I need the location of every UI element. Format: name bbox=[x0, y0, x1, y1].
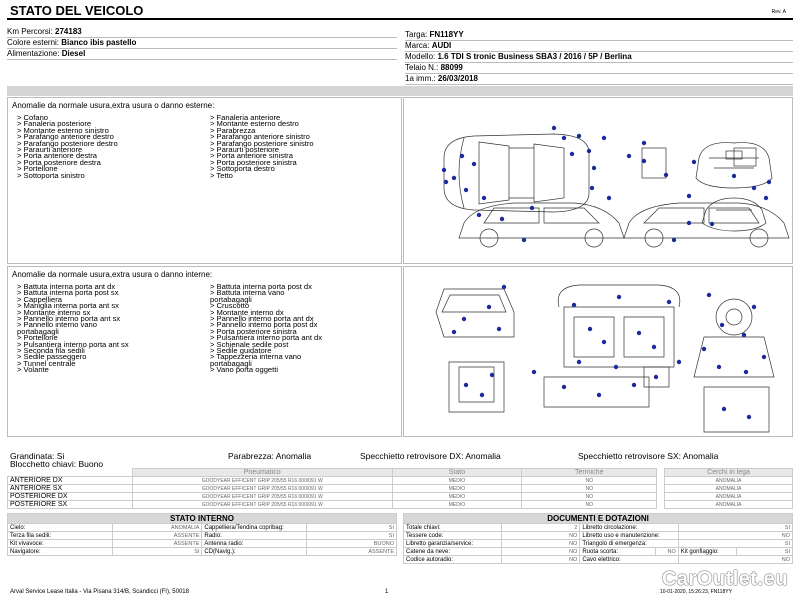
tyre-row bbox=[8, 501, 793, 509]
tyre-rims: ANOMALIA bbox=[665, 493, 793, 501]
external-list-right bbox=[210, 115, 314, 179]
field-value: NO bbox=[501, 532, 580, 540]
field-label: Kit gonfiaggio: bbox=[678, 548, 737, 556]
tyre-winter: NO bbox=[522, 501, 657, 509]
damage-list-item: > Pannello interno vano bbox=[17, 320, 98, 330]
state-header: Stato bbox=[392, 469, 522, 477]
tyre-rims: ANOMALIA bbox=[665, 501, 793, 509]
color-value: Bianco ibis pastello bbox=[61, 38, 137, 47]
tyre-row bbox=[8, 485, 793, 493]
key-lock-status: Blocchetto chiavi: Buono bbox=[10, 459, 104, 469]
field-label: CD(Navig.): bbox=[202, 548, 307, 556]
damage-list-item: > Porta posteriore sinistra bbox=[210, 326, 297, 336]
tyre-position: ANTERIORE SX bbox=[8, 485, 133, 493]
model-row: Modello: 1.6 TDI S tronic Business SBA3 / 2016 / 5P / Berlina bbox=[405, 52, 793, 63]
document-row bbox=[404, 540, 793, 548]
document-row bbox=[404, 532, 793, 540]
damage-list-item: > Sedile passeggero bbox=[17, 352, 87, 362]
field-value: BUONO bbox=[307, 540, 397, 548]
footer-company: Arval Service Lease Italia - Via Pisana 314/B, Scandicci (FI), 50018 bbox=[10, 589, 189, 595]
section-separator bbox=[7, 86, 793, 96]
field-label: Tessere code: bbox=[404, 532, 502, 540]
tyre-state: MEDIO bbox=[392, 485, 522, 493]
tyres-table bbox=[7, 468, 793, 509]
damage-list-item: > Pannello interno porta ant sx bbox=[17, 313, 121, 323]
damage-list-item: > Porta posteriore destra bbox=[17, 157, 101, 167]
field-value: SI bbox=[678, 524, 792, 532]
damage-list-item: > Maniglia interna porta ant sx bbox=[17, 301, 119, 311]
mirror-sx-status: Specchietto retrovisore SX: Anomalia bbox=[578, 451, 719, 461]
field-label: Catene da neve: bbox=[404, 548, 502, 556]
interior-state-row bbox=[8, 532, 397, 540]
internal-diagram-panel bbox=[403, 266, 793, 437]
damage-markers bbox=[442, 126, 771, 242]
brand-value: AUDI bbox=[431, 41, 452, 50]
damage-list-item: > Montante interno dx bbox=[210, 307, 284, 317]
brand-row: Marca: AUDI bbox=[405, 41, 793, 52]
damage-list-item: > Porta anteriore destra bbox=[17, 151, 97, 161]
tyre-position: POSTERIORE SX bbox=[8, 501, 133, 509]
document-row bbox=[404, 548, 793, 556]
tyre-state: MEDIO bbox=[392, 501, 522, 509]
damage-list-item: > Battuta interna porta post dx bbox=[210, 282, 312, 291]
field-label: Ruota scorta: bbox=[580, 548, 655, 556]
damage-list-item: > Pannello interno porta ant dx bbox=[210, 313, 314, 323]
table-gap bbox=[657, 485, 665, 493]
tyre-winter: NO bbox=[522, 477, 657, 485]
damage-list-item: portabagagli bbox=[17, 326, 59, 336]
windshield-status: Parabrezza: Anomalia bbox=[228, 451, 312, 461]
field-value: SI bbox=[678, 540, 792, 548]
plate-value: FN118YY bbox=[429, 30, 464, 39]
field-label: Cavo elettrico: bbox=[580, 556, 678, 564]
chassis-row: Telaio N.: 88099 bbox=[405, 63, 793, 74]
damage-list-item: > Schienale sedile post bbox=[210, 339, 289, 349]
field-label: Totale chiavi: bbox=[404, 524, 502, 532]
table-gap bbox=[657, 501, 665, 509]
tyre-position: POSTERIORE DX bbox=[8, 493, 133, 501]
footer-code: 10-01-2020, 15:26:23, FN118YY bbox=[660, 589, 732, 595]
external-damage-panel bbox=[7, 97, 402, 264]
field-value: ASSENTE bbox=[112, 540, 202, 548]
damage-list-item: > Montante interno sx bbox=[17, 307, 91, 317]
watermark-logo: CarOutlet.eu bbox=[661, 568, 788, 590]
damage-list-item: > Parafango anteriore destro bbox=[17, 132, 114, 142]
tyre-rims: ANOMALIA bbox=[665, 485, 793, 493]
field-label: Libretto uso e manutenzione: bbox=[580, 532, 678, 540]
internal-list-left bbox=[17, 284, 129, 373]
external-damage-heading: Anomalie da normale usura,extra usura o danno esterne: bbox=[12, 101, 215, 110]
tyre-row bbox=[8, 493, 793, 501]
damage-list-item: > Tunnel centrale bbox=[17, 358, 76, 368]
tyre-row bbox=[8, 477, 793, 485]
damage-list-item: > Pannello interno porta post dx bbox=[210, 320, 318, 330]
damage-list-item: > Montante esterno sinistro bbox=[17, 125, 109, 135]
internal-damage-heading: Anomalie da normale usura,extra usura o danno interne: bbox=[12, 270, 213, 279]
field-label: Codice autoradio: bbox=[404, 556, 502, 564]
tyre-winter: NO bbox=[522, 485, 657, 493]
damage-list-item: > Tetto bbox=[210, 170, 233, 180]
tyre-rims: ANOMALIA bbox=[665, 477, 793, 485]
external-diagram-panel bbox=[403, 97, 793, 264]
field-value: ASSENTE bbox=[112, 532, 202, 540]
tyre-header: Pneumatico bbox=[132, 469, 392, 477]
field-value: NO bbox=[501, 548, 580, 556]
color-row: Colore esterni: Bianco ibis pastello bbox=[7, 38, 397, 49]
documents-heading: DOCUMENTI E DOTAZIONI bbox=[404, 514, 793, 524]
tyre-model: GOODYEAR EFFICENT GRIP 205/55 R16 000/091 W bbox=[132, 485, 392, 493]
tyre-model: GOODYEAR EFFICENT GRIP 205/55 R16 000/091 W bbox=[132, 477, 392, 485]
field-value: NO bbox=[678, 556, 792, 564]
field-value: NO bbox=[655, 548, 678, 556]
interior-state-heading: STATO INTERNO bbox=[8, 514, 397, 524]
damage-list-item: > Cofano bbox=[17, 113, 49, 122]
interior-state-row bbox=[8, 540, 397, 548]
damage-list-item: > Cappelliera bbox=[17, 294, 62, 304]
field-label: Navigatore: bbox=[8, 548, 113, 556]
damage-list-item: > Battuta interna vano bbox=[210, 288, 285, 298]
field-label: Terza fila sedili: bbox=[8, 532, 113, 540]
fuel-row: Alimentazione: Diesel bbox=[7, 49, 397, 60]
model-value: 1.6 TDI S tronic Business SBA3 / 2016 / 5P / Berlina bbox=[437, 52, 632, 61]
tyre-state: MEDIO bbox=[392, 493, 522, 501]
page-title: STATO DEL VEICOLO bbox=[10, 3, 144, 18]
field-label: Cielo: bbox=[8, 524, 113, 532]
field-label: Antenna radio: bbox=[202, 540, 307, 548]
damage-list-item: portabagagli bbox=[210, 294, 252, 304]
field-label: Radio: bbox=[202, 532, 307, 540]
rims-header: Cerchi in lega bbox=[665, 469, 793, 477]
damage-list-item: > Battuta interna porta ant dx bbox=[17, 282, 116, 291]
field-value: ANOMALIA bbox=[112, 524, 202, 532]
interior-damage-markers bbox=[452, 285, 766, 419]
tyre-model: GOODYEAR EFFICENT GRIP 205/55 R16 000/091 W bbox=[132, 493, 392, 501]
hail-status: Grandinata: Si bbox=[10, 451, 65, 461]
field-value: NO bbox=[501, 556, 580, 564]
field-value: ASSENTE bbox=[307, 548, 397, 556]
field-value: SI bbox=[737, 548, 793, 556]
damage-list-item: > Seconda fila sedili bbox=[17, 345, 85, 355]
interior-state-row bbox=[8, 548, 397, 556]
damage-list-item: > Fanaleria anteriore bbox=[210, 113, 281, 122]
damage-list-item: > Montante esterno destro bbox=[210, 119, 299, 129]
km-value: 274183 bbox=[55, 27, 82, 36]
damage-list-item: > Porta anteriore sinistra bbox=[210, 151, 293, 161]
damage-list-item: > Cruscotto bbox=[210, 301, 250, 311]
damage-list-item: > Sottoporta destro bbox=[210, 164, 275, 174]
damage-list-item: > Paraurti posteriore bbox=[210, 144, 280, 154]
fuel-value: Diesel bbox=[61, 49, 86, 58]
registration-value: 26/03/2018 bbox=[437, 74, 478, 83]
mirror-dx-status: Specchietto retrovisore DX: Anomalia bbox=[360, 451, 501, 461]
plate-row: Targa: FN118YY bbox=[405, 30, 793, 41]
damage-list-item: > Vano porta oggetti bbox=[210, 365, 279, 375]
documents-table bbox=[403, 513, 793, 564]
damage-list-item: > Volante bbox=[17, 365, 49, 375]
document-row bbox=[404, 524, 793, 532]
registration-row: 1a imm.: 26/03/2018 bbox=[405, 74, 793, 85]
car-interior-diagram bbox=[404, 267, 794, 438]
field-label: Kit vivavoce: bbox=[8, 540, 113, 548]
interior-state-table bbox=[7, 513, 397, 556]
table-gap bbox=[657, 477, 665, 485]
field-label: Libretto circolazione: bbox=[580, 524, 678, 532]
page-number: 1 bbox=[385, 589, 389, 595]
damage-list-item: > Portellone bbox=[17, 164, 58, 174]
damage-list-item: > Pulsantiera interno porta ant sx bbox=[17, 339, 129, 349]
damage-list-item: > Portellone bbox=[17, 333, 58, 343]
internal-damage-panel bbox=[7, 266, 402, 437]
damage-list-item: > Parafango posteriore sinistro bbox=[210, 138, 314, 148]
document-row bbox=[404, 556, 793, 564]
field-value: SI bbox=[307, 524, 397, 532]
car-exterior-diagram bbox=[404, 98, 794, 265]
tyre-position: ANTERIORE DX bbox=[8, 477, 133, 485]
damage-list-item: > Sedile guidatore bbox=[210, 345, 272, 355]
field-label: Libretto garanzia/service: bbox=[404, 540, 502, 548]
km-row: Km Percorsi: 274183 bbox=[7, 27, 397, 38]
damage-list-item: > Porta posteriore sinistra bbox=[210, 157, 297, 167]
field-value: NO bbox=[501, 540, 580, 548]
damage-list-item: > Tappezzeria interna vano bbox=[210, 352, 302, 362]
damage-list-item: > Parafango anteriore sinistro bbox=[210, 132, 310, 142]
tyre-model: GOODYEAR EFFICENT GRIP 205/55 R16 000/091 W bbox=[132, 501, 392, 509]
damage-list-item: > Battuta interna porta post sx bbox=[17, 288, 119, 298]
damage-list-item: > Pulsantiera interno porta ant dx bbox=[210, 333, 323, 343]
field-value: NO bbox=[678, 532, 792, 540]
damage-list-item: > Sottoporta sinistro bbox=[17, 170, 85, 180]
car-outlines bbox=[444, 134, 789, 247]
field-label: Triangolo di emergenza: bbox=[580, 540, 678, 548]
tyre-winter: NO bbox=[522, 493, 657, 501]
damage-list-item: portabagagli bbox=[210, 358, 252, 368]
field-value: SI bbox=[112, 548, 202, 556]
revision-label: Rev. A bbox=[771, 9, 786, 15]
table-gap bbox=[657, 493, 665, 501]
damage-list-item: > Parafango posteriore destro bbox=[17, 138, 118, 148]
internal-list-right bbox=[210, 284, 322, 373]
tyre-state: MEDIO bbox=[392, 477, 522, 485]
field-value: SI bbox=[307, 532, 397, 540]
external-list-left bbox=[17, 115, 118, 179]
chassis-value: 88099 bbox=[440, 63, 463, 72]
field-label: Cappelliera/Tendina copribag: bbox=[202, 524, 307, 532]
damage-list-item: > Paraurti anteriore bbox=[17, 144, 83, 154]
field-value: 2 bbox=[501, 524, 580, 532]
tyres-header-row bbox=[8, 469, 793, 477]
damage-list-item: > Fanaleria posteriore bbox=[17, 119, 92, 129]
winter-header: Termiche bbox=[522, 469, 657, 477]
interior-state-row bbox=[8, 524, 397, 532]
damage-list-item: > Parabrezza bbox=[210, 125, 256, 135]
title-rule bbox=[7, 18, 793, 20]
